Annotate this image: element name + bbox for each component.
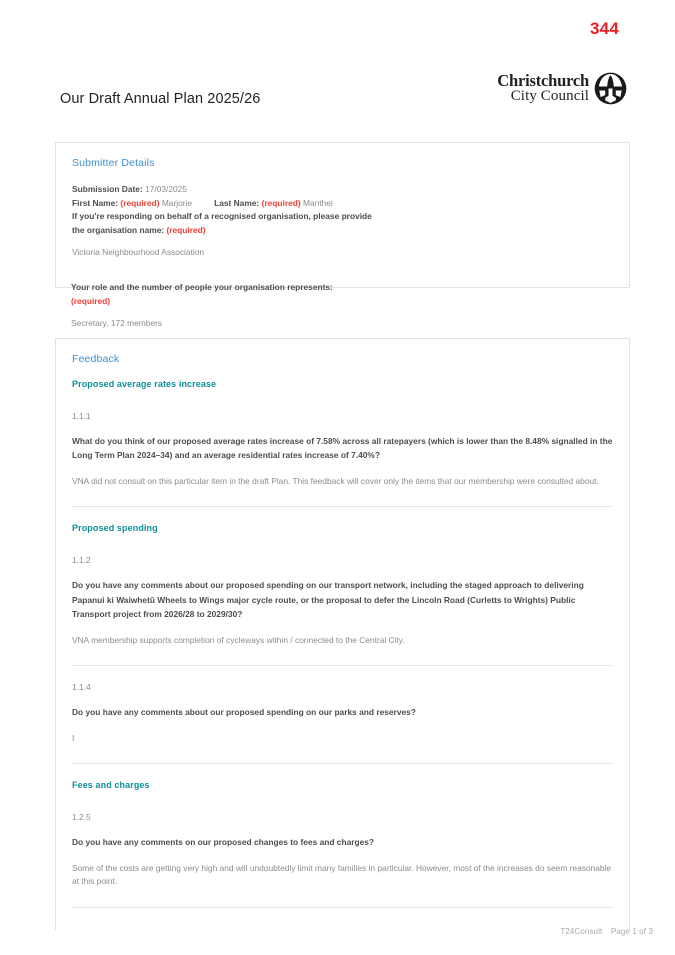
submission-date-label: Submission Date: [72,184,143,194]
feedback-section [72,379,613,507]
submission-date-value: 17/03/2025 [145,184,187,194]
first-name-required-flag: (required) [120,197,160,208]
last-name-group [214,197,333,211]
footer-system-name: T24Consult [560,927,603,936]
first-name-group [72,197,192,211]
name-row [72,197,613,211]
feedback-section [72,523,613,764]
footer-page-number: Page 1 of 3 [610,927,653,936]
organisation-name-label-text: If you're responding on behalf of a recognised organisation, please provide the organisation name: [72,211,372,235]
council-branding [497,72,627,105]
organisation-role-value: Secretary, 172 members [71,318,163,329]
feedback-section [72,780,613,908]
question-divider [72,907,613,908]
submitter-role-overflow [71,281,616,331]
document-header [60,72,627,120]
organisation-required-flag: (required) [166,224,206,235]
question-number: 1.1.2 [72,555,91,566]
question-number: 1.2.5 [72,812,91,823]
first-name-label: First Name: [72,197,119,208]
submission-date-row [72,183,613,197]
feedback-section-title: Proposed average rates increase [72,379,217,389]
last-name-required-flag: (required) [261,197,301,208]
answer-text: Some of the costs are getting very high and will undoubtedly limit many families in particular. However, most of the increases do seem reasonable at this point. [72,862,612,887]
brand-line-christchurch: Christchurch [497,71,589,91]
answer-text: VNA did not consult on this particular item in the draft Plan. This feedback will cover only the items that our membership were consulted about. [72,475,599,486]
question-text: Do you have any comments about our proposed spending on our parks and reserves? [72,707,416,718]
brand-wordmark [497,72,589,105]
question-block [72,411,613,497]
last-name-label: Last Name: [214,197,260,208]
question-text: Do you have any comments on our proposed changes to fees and charges? [72,837,375,848]
page-title: Our Draft Annual Plan 2025/26 [60,91,261,107]
answer-text: I [72,732,75,743]
organisation-role-label [71,281,371,308]
question-text: What do you think of our proposed average rates increase of 7.58% across all ratepayers (which is lower than the 8.48% signalled in the Long Term Plan 2024–34) and an average residential rates increase of 7.40%? [72,435,613,461]
question-block [72,682,613,754]
organisation-role-required-flag: (required) [71,295,111,306]
answer-text: VNA membership supports completion of cycleways within / connected to the Central City. [72,634,405,645]
submission-number: 344 [590,19,619,38]
feedback-card [55,338,630,930]
feedback-section-title: Proposed spending [72,523,158,534]
submitter-details-heading: Submitter Details [72,157,155,169]
question-number: 1.1.4 [72,682,91,693]
first-name-value: Marjorie [161,197,193,208]
question-block [72,555,613,656]
question-number: 1.1.1 [72,411,91,421]
organisation-role-label-text: Your role and the number of people your organisation represents: [71,282,333,292]
brand-line-city-council: City Council [510,88,589,105]
feedback-section-title: Fees and charges [72,780,150,791]
last-name-value: Manthei [302,197,333,208]
document-footer [560,927,653,936]
question-block [72,812,613,898]
organisation-name-value: Victoria Neighbourhood Association [72,247,205,258]
question-text: Do you have any comments about our proposed spending on our transport network, including the staged approach to delivering Papanui ki Waiwhetū Wheels to Wings major cycle route, or the proposal to defer the Lincoln Road (Curletts to Wrights) Public Transport project from 2026/28 to 2029/30? [72,580,584,620]
feedback-heading: Feedback [72,353,120,365]
submitter-details-card [55,142,630,288]
christchurch-city-council-logo-icon [594,72,627,105]
organisation-name-label [72,210,372,237]
